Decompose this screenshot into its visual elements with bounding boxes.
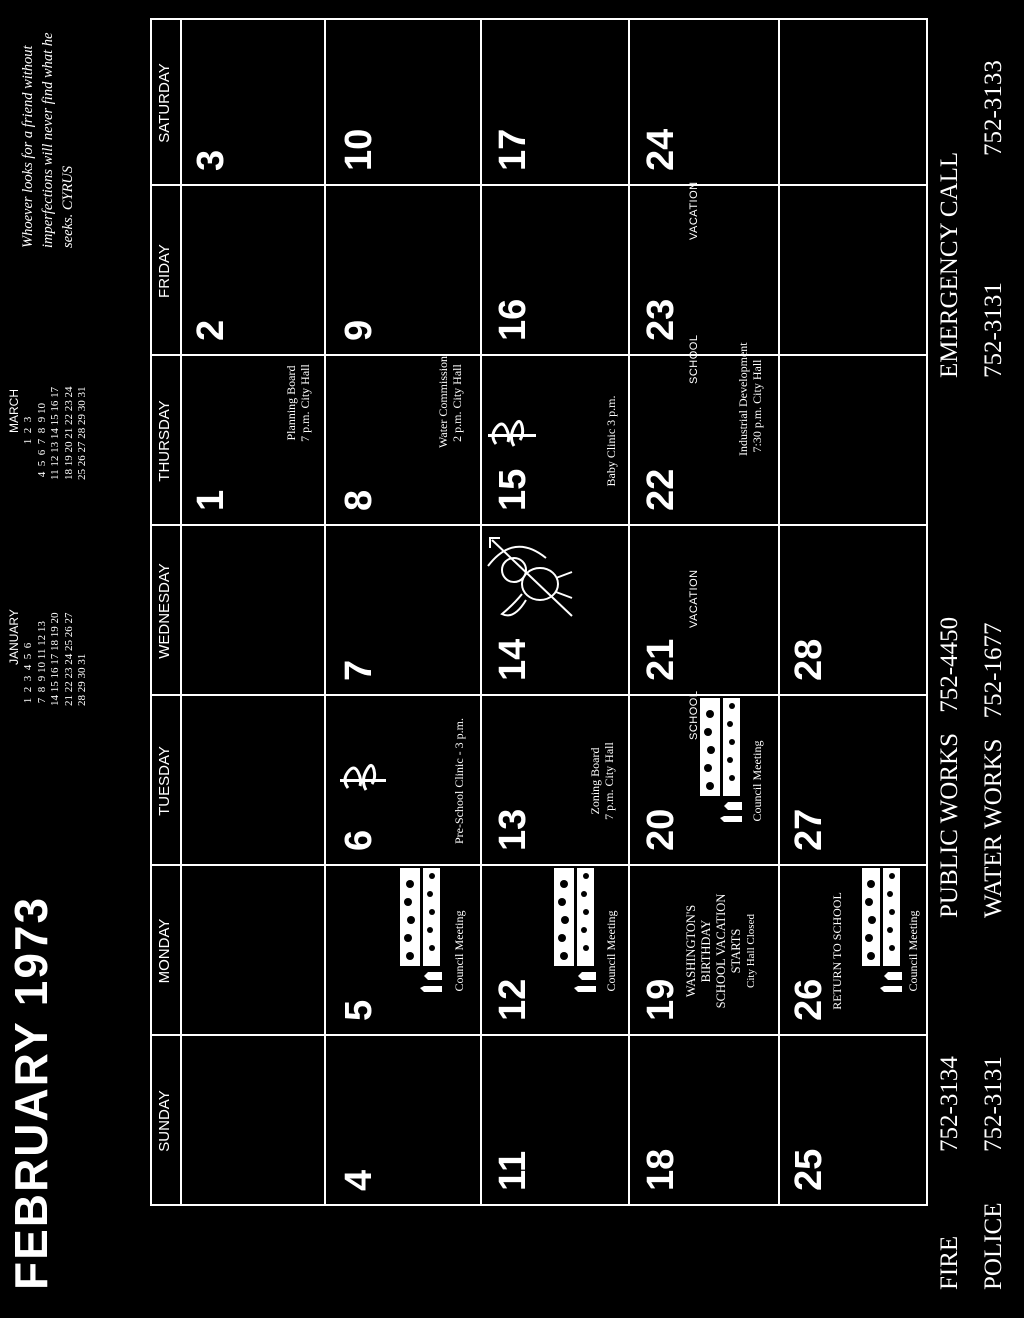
day-number: 10 xyxy=(338,128,380,171)
event-industrial-development xyxy=(736,342,764,456)
contact-public-works xyxy=(936,617,964,918)
mini-calendar-row: 14 15 16 17 18 19 20 xyxy=(49,612,61,706)
weekday-header: TUESDAY xyxy=(156,746,173,816)
cupid-icon xyxy=(484,528,576,628)
event-line: 7 p.m. City Hall xyxy=(602,742,616,820)
weekday-header: SATURDAY xyxy=(156,63,173,143)
grid-line xyxy=(150,1034,928,1036)
mini-calendar-january xyxy=(8,568,90,706)
event-council-meeting: Council Meeting xyxy=(750,740,764,822)
grid-line xyxy=(324,18,326,1206)
council-crowd-icon xyxy=(534,866,596,996)
day-number: 26 xyxy=(788,978,830,1021)
contact-label: WATER WORKS xyxy=(980,738,1007,918)
event-line: 7:30 p.m. City Hall xyxy=(750,359,764,453)
school-vacation-label: VACATION xyxy=(688,569,700,628)
day-number: 23 xyxy=(640,298,682,341)
day-number: 28 xyxy=(788,638,830,681)
event-council-meeting: Council Meeting xyxy=(604,910,618,992)
contact-police xyxy=(980,1203,1008,1291)
mini-calendar-row: 4 5 6 7 8 9 10 xyxy=(35,403,48,480)
day-number: 17 xyxy=(492,128,534,171)
contact-label: FIRE xyxy=(936,1235,963,1290)
medical-caduceus-icon xyxy=(338,758,388,802)
event-water-commission xyxy=(436,355,464,448)
event-line: WASHINGTON'S xyxy=(684,904,698,998)
mini-calendar-row: 21 22 23 24 25 26 27 xyxy=(62,612,75,706)
weekday-header: FRIDAY xyxy=(156,244,173,298)
grid-line xyxy=(150,18,928,20)
event-line: SCHOOL VACATION xyxy=(714,893,728,1009)
contact-emergency-number-1: 752-3131 xyxy=(980,282,1007,378)
day-number: 18 xyxy=(640,1148,682,1191)
school-vacation-label: SCHOOL xyxy=(688,334,700,384)
contact-number: 752-1677 xyxy=(980,622,1007,719)
grid-line xyxy=(480,18,482,1206)
grid-line xyxy=(628,18,630,1206)
day-number: 8 xyxy=(338,489,380,511)
mini-calendar-row: 7 8 9 10 11 12 13 xyxy=(35,621,48,706)
event-line: STARTS xyxy=(729,928,743,974)
grid-line xyxy=(150,354,928,356)
grid-line xyxy=(150,18,152,1206)
grid-line xyxy=(778,18,780,1206)
weekday-header: THURSDAY xyxy=(156,400,173,482)
event-planning-board xyxy=(284,358,312,448)
event-preschool-clinic: Pre-School Clinic - 3 p.m. xyxy=(452,718,466,844)
grid-line xyxy=(150,1204,928,1206)
council-crowd-icon xyxy=(380,866,442,996)
day-number: 19 xyxy=(640,978,682,1021)
event-line: Industrial Development xyxy=(736,342,750,456)
medical-caduceus-icon xyxy=(486,412,538,458)
day-number: 22 xyxy=(640,468,682,511)
event-line: Planning Board xyxy=(284,365,298,441)
mini-calendar-march xyxy=(8,342,90,480)
contact-fire-number: 752-3134 xyxy=(936,1056,963,1152)
weekday-header: MONDAY xyxy=(156,918,173,984)
event-baby-clinic: Baby Clinic 3 p.m. xyxy=(604,395,618,487)
event-line: Zoning Board xyxy=(588,747,602,815)
day-number: 21 xyxy=(640,638,682,681)
day-number: 25 xyxy=(788,1148,830,1191)
day-number: 12 xyxy=(492,978,534,1021)
event-line: 2 p.m. City Hall xyxy=(450,364,464,442)
event-line: Water Commission xyxy=(436,355,450,448)
mini-calendar-row: 1 2 3 4 5 6 xyxy=(22,642,34,706)
event-council-meeting: Council Meeting xyxy=(452,910,466,992)
day-number: 24 xyxy=(640,128,682,171)
grid-line xyxy=(926,18,928,1206)
grid-line xyxy=(150,524,928,526)
event-zoning-board xyxy=(588,696,616,866)
day-number: 3 xyxy=(190,149,232,171)
mini-calendar-row: 25 26 27 28 29 30 31 xyxy=(76,386,88,480)
event-line: City Hall Closed xyxy=(745,914,757,988)
day-number: 9 xyxy=(338,319,380,341)
mini-calendar-title: JANUARY xyxy=(7,609,21,665)
mini-calendar-row: 18 19 20 21 22 23 24 xyxy=(62,386,75,480)
weekday-header: WEDNESDAY xyxy=(156,563,173,659)
contact-label: POLICE xyxy=(980,1202,1007,1290)
day-number: 11 xyxy=(492,1150,534,1191)
day-number: 5 xyxy=(338,999,380,1021)
contact-police-number: 752-3131 xyxy=(980,1056,1007,1152)
day-number: 7 xyxy=(338,659,380,681)
grid-line xyxy=(180,18,182,1206)
day-number: 15 xyxy=(492,468,534,511)
day-number: 16 xyxy=(492,298,534,341)
contact-fire xyxy=(936,1236,964,1290)
school-vacation-label: VACATION xyxy=(688,181,700,240)
event-line: 7 p.m. City Hall xyxy=(298,364,312,442)
mini-calendar-row: 11 12 13 14 15 16 17 xyxy=(49,386,61,480)
grid-line xyxy=(150,184,928,186)
event-council-meeting: Council Meeting xyxy=(906,910,920,992)
day-number: 13 xyxy=(492,808,534,851)
mini-calendar-title: MARCH xyxy=(7,389,21,433)
event-line: BIRTHDAY xyxy=(699,919,713,983)
school-vacation-label: SCHOOL xyxy=(688,690,700,740)
mini-calendar-row: 1 2 3 xyxy=(22,416,34,480)
day-number: 1 xyxy=(190,489,232,511)
page-title: FEBRUARY 1973 xyxy=(5,895,57,1290)
event-washingtons-birthday xyxy=(684,866,759,1036)
day-number: 20 xyxy=(640,808,682,851)
day-number: 2 xyxy=(190,319,232,341)
contact-emergency-number-2: 752-3133 xyxy=(980,60,1007,156)
weekday-header: SUNDAY xyxy=(156,1090,173,1152)
day-number: 4 xyxy=(338,1169,380,1191)
day-number: 14 xyxy=(492,638,534,681)
contact-number: 752-4450 xyxy=(936,616,963,713)
quote: Whoever looks for a friend without imperfections will never find what he seeks. CYRUS xyxy=(20,32,76,248)
contact-water-works xyxy=(980,623,1008,919)
mini-calendar-row: 28 29 30 31 xyxy=(76,653,88,706)
contact-emergency-call: EMERGENCY CALL xyxy=(936,151,963,378)
contact-label: PUBLIC WORKS xyxy=(936,733,963,918)
council-crowd-icon xyxy=(846,866,902,996)
day-number: 27 xyxy=(788,808,830,851)
event-return-to-school: RETURN TO SCHOOL xyxy=(830,892,844,1010)
day-number: 6 xyxy=(338,829,380,851)
grid-line xyxy=(150,694,928,696)
